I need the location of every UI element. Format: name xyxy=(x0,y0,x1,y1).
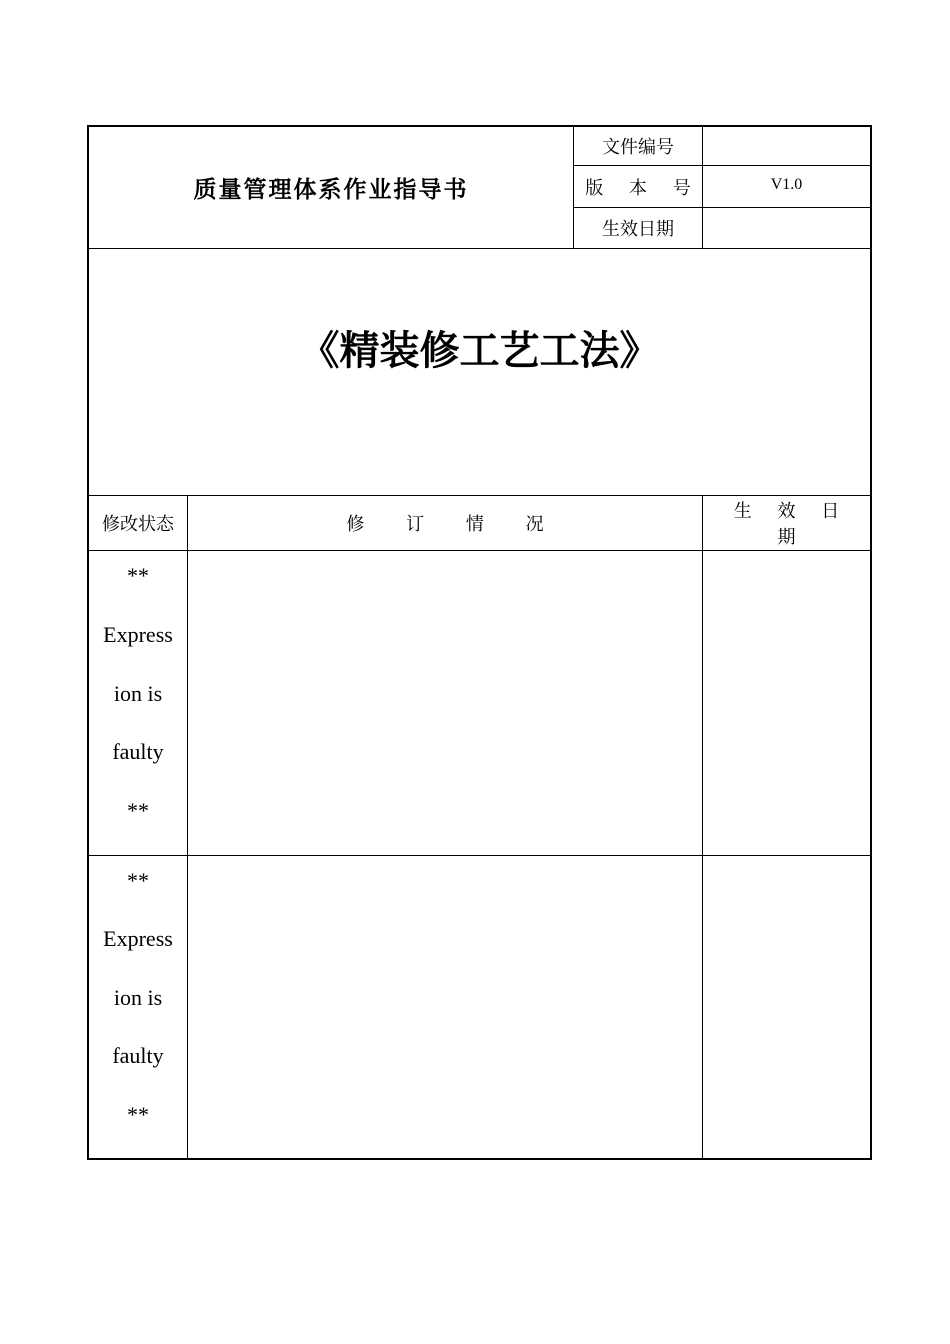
file-number-label: 文件编号 xyxy=(602,137,674,158)
rev-row-1-status xyxy=(89,551,187,855)
rev-row-1-status-line-3: ion is xyxy=(113,680,163,706)
version-value: V1.0 xyxy=(770,175,803,193)
rev-row-1-date xyxy=(703,551,870,855)
rev-header-details: 修 订 情 况 xyxy=(346,514,562,535)
version-label: 版 本 号 xyxy=(585,177,701,199)
file-number-value xyxy=(703,127,870,165)
rev-row-2-status-line-5: ** xyxy=(127,1101,149,1127)
main-title: 《精装修工艺工法》 xyxy=(299,327,660,374)
rev-row-1-details xyxy=(188,551,702,855)
rev-row-2-details xyxy=(188,856,702,1158)
rev-row-2-status-line-4: faulty xyxy=(112,1043,164,1069)
rev-row-1-status-line-2: Express xyxy=(103,621,173,647)
rev-row-1-status-line-4: faulty xyxy=(112,739,164,765)
rev-row-1-status-line-5: ** xyxy=(127,798,149,824)
rev-row-2-date xyxy=(703,856,870,1158)
rev-header-status: 修改状态 xyxy=(102,514,174,535)
document-frame xyxy=(87,125,872,1160)
rev-header-date: 生 效 日 期 xyxy=(733,501,850,548)
doc-title: 质量管理体系作业指导书 xyxy=(193,177,469,203)
rev-row-1-status-line-1: ** xyxy=(127,563,149,588)
rev-row-2-status-line-1: ** xyxy=(127,868,149,893)
rev-row-2-status-line-2: Express xyxy=(103,926,173,952)
rev-row-2-status-line-3: ion is xyxy=(113,984,163,1010)
effective-date-value xyxy=(703,208,870,248)
effective-date-label: 生效日期 xyxy=(602,219,674,240)
rev-row-2-status xyxy=(89,856,187,1158)
